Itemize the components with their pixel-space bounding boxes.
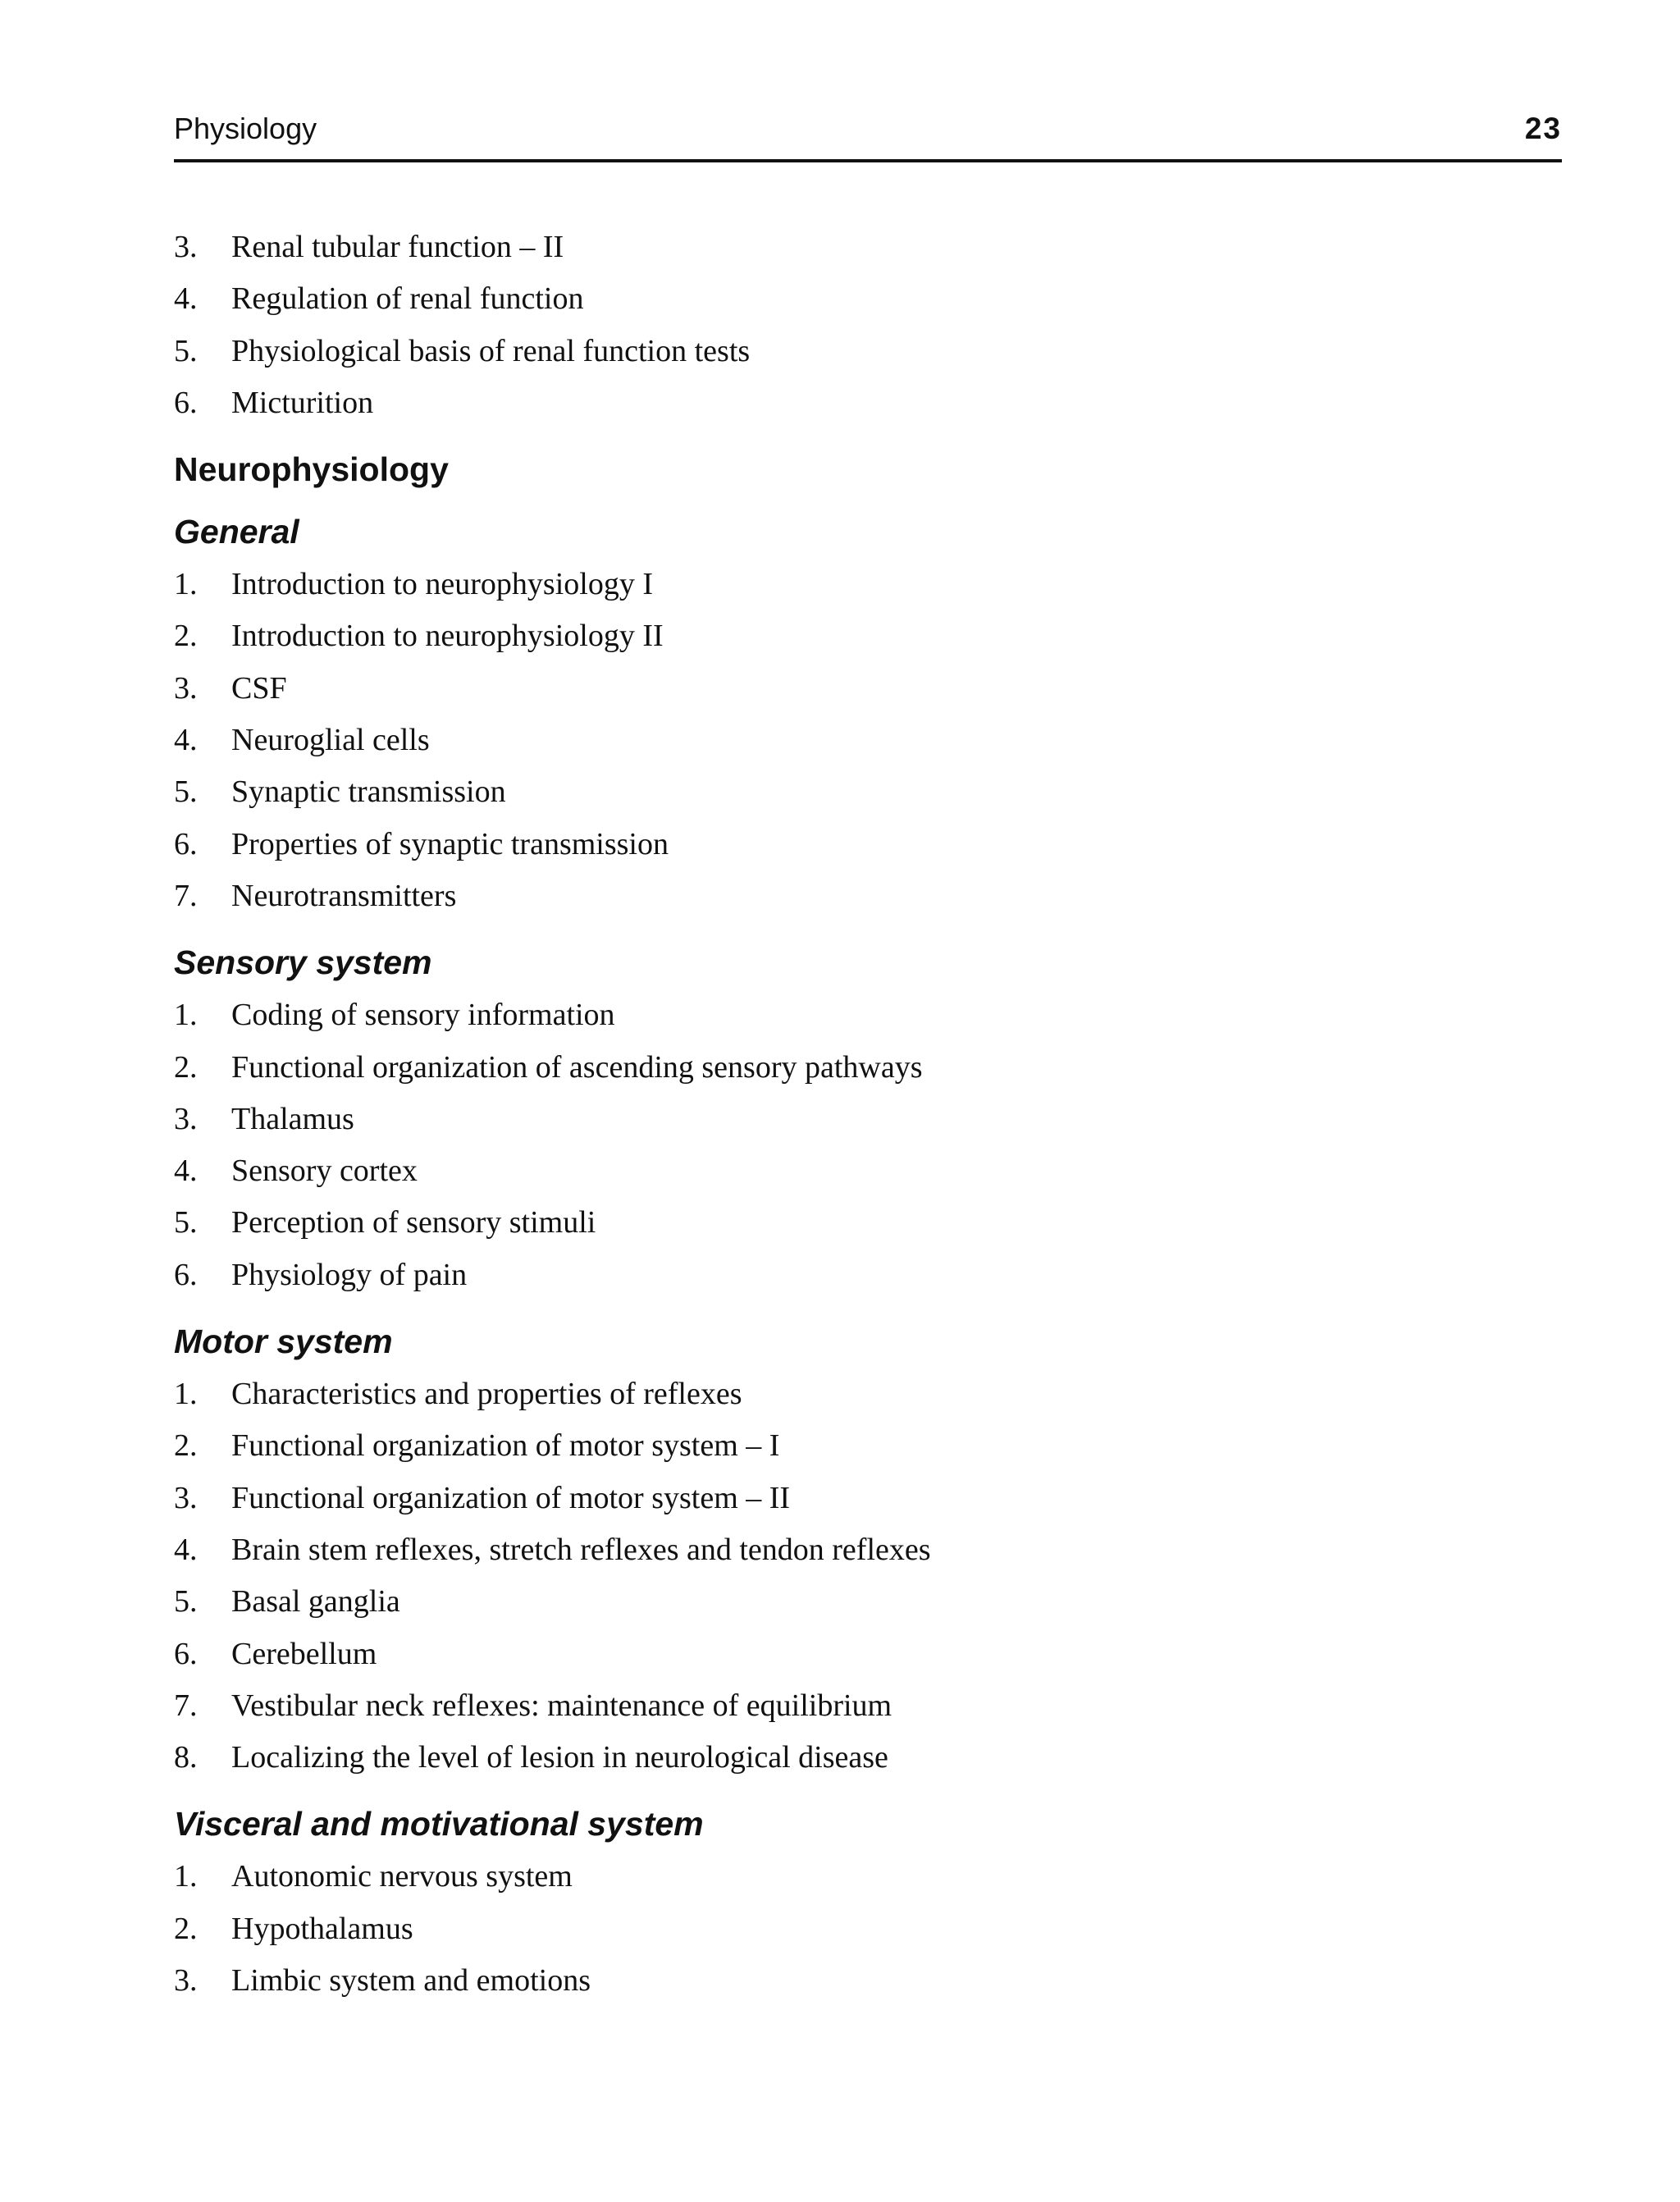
item-text: Functional organization of motor system – II [231,1480,791,1515]
item-number: 6. [174,1257,198,1292]
item-text: Synaptic transmission [231,774,506,810]
list-item [174,1955,1562,2007]
item-number: 1. [174,1859,198,1894]
item-text: Hypothalamus [231,1911,413,1946]
item-number: 2. [174,1911,198,1946]
item-number: 1. [174,567,198,602]
item-number: 3. [174,1963,198,1999]
list-item [174,1197,1562,1249]
item-number: 7. [174,878,198,913]
list-item [174,1042,1562,1094]
subsection-heading-general: General [174,513,299,551]
list-item [174,1680,1562,1732]
item-text: Functional organization of ascending sensory pathways [231,1049,923,1085]
list-item [174,1420,1562,1472]
item-number: 2. [174,619,198,654]
item-text: Properties of synaptic transmission [231,826,669,861]
item-text: Vestibular neck reflexes: maintenance of equilibrium [231,1688,892,1723]
item-number: 5. [174,774,198,810]
item-text: Introduction to neurophysiology I [231,567,653,602]
item-number: 3. [174,670,198,706]
item-text: Neurotransmitters [231,878,457,913]
item-number: 4. [174,723,198,758]
item-number: 1. [174,998,198,1033]
page-number: 23 [1524,112,1562,145]
list-item [174,989,1562,1041]
item-text: Sensory cortex [231,1154,418,1189]
subsection-heading-visceral: Visceral and motivational system [174,1805,704,1843]
item-number: 8. [174,1740,198,1775]
list-item [174,715,1562,766]
list-item [174,222,1562,273]
subsection-heading-motor: Motor system [174,1323,393,1361]
item-number: 5. [174,333,198,368]
visceral-list [174,1851,1562,2007]
list-item [174,766,1562,818]
item-text: Regulation of renal function [231,281,584,317]
list-item [174,1576,1562,1628]
running-header [174,108,1562,149]
list-item [174,377,1562,429]
item-text: Physiology of pain [231,1257,468,1292]
sensory-list [174,989,1562,1301]
item-text: Neuroglial cells [231,723,430,758]
list-item [174,1094,1562,1145]
item-text: Cerebellum [231,1636,377,1671]
list-item [174,273,1562,325]
item-text: Limbic system and emotions [231,1963,591,1999]
item-text: Thalamus [231,1101,354,1136]
item-number: 4. [174,281,198,317]
list-item [174,1851,1562,1903]
list-item [174,559,1562,610]
page-content [174,222,1562,2007]
item-number: 4. [174,1154,198,1189]
item-number: 2. [174,1428,198,1464]
item-text: Renal tubular function – II [231,230,564,264]
item-number: 2. [174,1049,198,1085]
item-text: Functional organization of motor system – I [231,1428,780,1464]
header-rule [174,159,1562,162]
list-item [174,819,1562,870]
header-title: Physiology [174,112,317,145]
list-item [174,326,1562,377]
item-number: 5. [174,1205,198,1240]
item-text: CSF [231,670,287,706]
item-number: 6. [174,826,198,861]
list-item [174,1903,1562,1955]
item-number: 6. [174,1636,198,1671]
item-text: Perception of sensory stimuli [231,1205,596,1240]
item-text: Introduction to neurophysiology II [231,619,664,654]
section-heading: Neurophysiology [174,450,449,489]
item-number: 3. [174,1101,198,1136]
item-text: Characteristics and properties of reflexes [231,1377,742,1412]
list-item [174,610,1562,662]
list-item [174,1249,1562,1301]
item-number: 1. [174,1377,198,1412]
item-text: Basal ganglia [231,1584,400,1620]
subsection-heading-sensory: Sensory system [174,943,432,982]
item-text: Micturition [231,385,374,420]
item-text: Brain stem reflexes, stretch reflexes and tendon reflexes [231,1532,931,1567]
list-item [174,1732,1562,1784]
list-item [174,1524,1562,1576]
item-text: Autonomic nervous system [231,1859,573,1894]
list-item [174,663,1562,715]
intro-list [174,222,1562,429]
list-item [174,1368,1562,1420]
list-item [174,1145,1562,1197]
item-number: 7. [174,1688,198,1723]
item-number: 5. [174,1584,198,1620]
item-number: 3. [174,1480,198,1515]
list-item [174,1629,1562,1680]
general-list [174,559,1562,922]
list-item [174,870,1562,922]
list-item [174,1473,1562,1524]
item-text: Localizing the level of lesion in neurological disease [231,1740,888,1775]
item-number: 3. [174,230,198,264]
motor-list [174,1368,1562,1784]
item-text: Physiological basis of renal function tests [231,333,751,368]
item-text: Coding of sensory information [231,998,615,1033]
item-number: 4. [174,1532,198,1567]
item-number: 6. [174,385,198,420]
